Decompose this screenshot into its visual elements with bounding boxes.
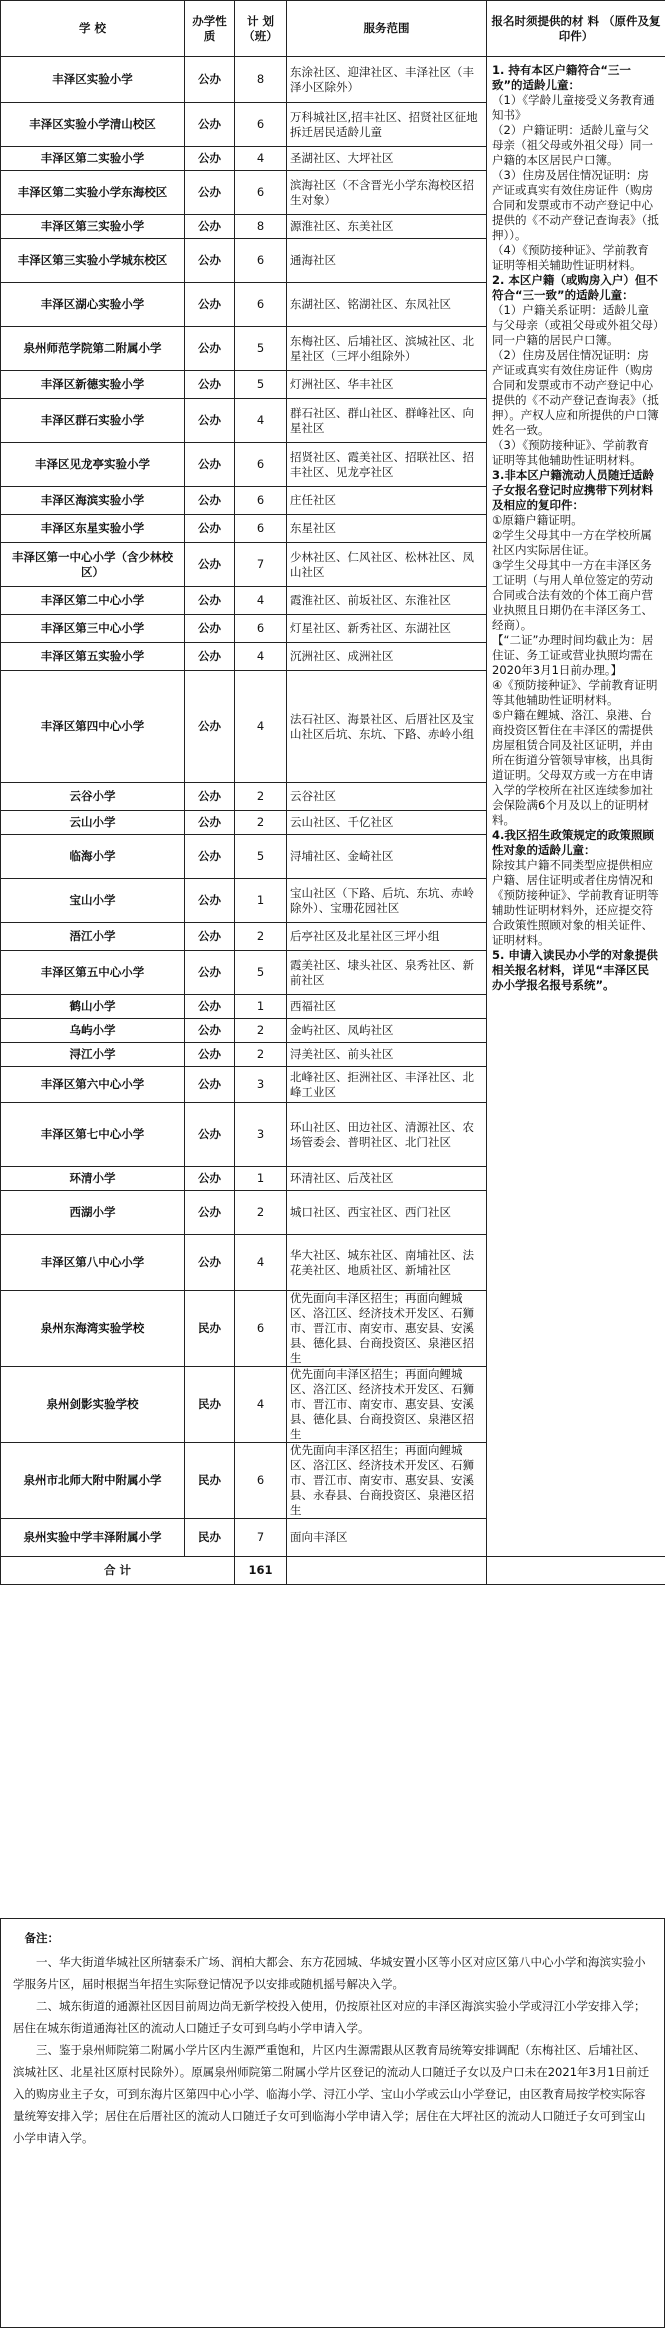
school-nature: 公办 xyxy=(185,783,235,811)
class-plan: 8 xyxy=(235,57,287,103)
table-row xyxy=(1,57,665,103)
service-area: 霞美社区、埭头社区、泉秀社区、新前社区 xyxy=(287,951,487,995)
school-nature: 公办 xyxy=(185,923,235,951)
school-name: 丰泽区群石实验小学 xyxy=(1,399,185,443)
service-area: 面向丰泽区 xyxy=(287,1519,487,1557)
note-paragraph: 三、鉴于泉州师院第二附属小学片区内生源严重饱和，片区内生源需跟从区教育局统筹安排调配（东梅社区、后埔社区、滨城社区、北星社区原村民除外）。原属泉州师院第二附属小学片区登记的流动人口随迁子女以及户口未在2021年3月1日前迁入的购房业主子女，可到东海片区第四中心小学、临海小学、浔江小学、宝山小学或云山小学登记，由区教育局按学校实际容量统筹安排入学；居住在后厝社区的流动人口随迁子女可到临海小学申请入学；居住在大坪社区的流动人口随迁子女可到宝山小学申请入学。 xyxy=(13,2043,650,2145)
service-area: 城口社区、西宝社区、西门社区 xyxy=(287,1191,487,1235)
school-nature: 公办 xyxy=(185,1067,235,1103)
school-name: 丰泽区第七中心小学 xyxy=(1,1103,185,1167)
school-nature: 民办 xyxy=(185,1367,235,1443)
school-name: 泉州东海湾实验学校 xyxy=(1,1291,185,1367)
service-area: 云谷社区 xyxy=(287,783,487,811)
class-plan: 4 xyxy=(235,1367,287,1443)
school-nature: 公办 xyxy=(185,811,235,835)
requirement-item: （2）户籍证明：适龄儿童与父母亲（祖父母或外祖父母）同一户籍的本区居民户口簿。 xyxy=(492,123,653,167)
class-plan: 2 xyxy=(235,1019,287,1043)
school-nature: 民办 xyxy=(185,1443,235,1519)
school-nature: 公办 xyxy=(185,1235,235,1291)
class-plan: 7 xyxy=(235,543,287,587)
requirement-item: 除按其户籍不同类型应提供相应户籍、居住证明或者住房情况和《预防接种证》、学前教育证明等辅助性证明材料外，还应提交符合政策性照顾对象的相关证件、证明材料。 xyxy=(492,858,659,947)
service-area: 万科城社区,招丰社区、招贤社区征地拆迁居民适龄儿童 xyxy=(287,103,487,147)
service-area: 优先面向丰泽区招生；再面向鲤城区、洛江区、经济技术开发区、石狮市、晋江市、南安市、惠安县、安溪县、永春县、台商投资区、泉港区招生 xyxy=(287,1443,487,1519)
school-nature: 公办 xyxy=(185,103,235,147)
class-plan: 4 xyxy=(235,587,287,615)
school-nature: 公办 xyxy=(185,443,235,487)
note-paragraph: 二、城东街道的通源社区因目前周边尚无新学校投入使用，仍按原社区对应的丰泽区海滨实验小学或浔江小学安排入学；居住在城东街道通海社区的流动人口随迁子女可到乌屿小学申请入学。 xyxy=(13,1999,646,2035)
class-plan: 4 xyxy=(235,147,287,171)
school-name: 丰泽区第四中心小学 xyxy=(1,671,185,783)
service-area: 群石社区、群山社区、群峰社区、向星社区 xyxy=(287,399,487,443)
service-area: 浔美社区、前头社区 xyxy=(287,1043,487,1067)
class-plan: 7 xyxy=(235,1519,287,1557)
school-nature: 民办 xyxy=(185,1291,235,1367)
service-area: 东梅社区、后埔社区、滨城社区、北星社区（三坪小组除外） xyxy=(287,327,487,371)
total-value: 161 xyxy=(235,1557,287,1585)
class-plan: 6 xyxy=(235,615,287,643)
class-plan: 8 xyxy=(235,215,287,239)
class-plan: 2 xyxy=(235,923,287,951)
requirement-item: 3.非本区户籍流动人员随迁适龄子女报名登记时应携带下列材料及相应的复印件： xyxy=(492,468,654,512)
requirement-item: （3）《预防接种证》、学前教育证明等其他辅助性证明材料。 xyxy=(492,438,649,467)
service-area: 庄任社区 xyxy=(287,487,487,515)
school-nature: 公办 xyxy=(185,515,235,543)
service-area: 浔埔社区、金崎社区 xyxy=(287,835,487,879)
school-name: 丰泽区海滨实验小学 xyxy=(1,487,185,515)
requirement-item: ③学生父母其中一方在丰泽区务工证明（与用人单位签定的劳动合同或合法有效的个体工商户营业执照且日期仍在丰泽区务工、经商）。 xyxy=(492,558,653,632)
school-nature: 公办 xyxy=(185,615,235,643)
school-name: 丰泽区第八中心小学 xyxy=(1,1235,185,1291)
header-plan: 计 划（班） xyxy=(235,1,287,57)
class-plan: 4 xyxy=(235,671,287,783)
school-name: 丰泽区实验小学 xyxy=(1,57,185,103)
service-area: 北峰社区、拒洲社区、丰泽社区、北峰工业区 xyxy=(287,1067,487,1103)
requirement-item: （1）《学龄儿童接受义务教育通知书》 xyxy=(492,93,655,122)
school-name: 丰泽区实验小学清山校区 xyxy=(1,103,185,147)
requirement-item: 4.我区招生政策规定的政策照顾性对象的适龄儿童： xyxy=(492,828,654,857)
school-name: 丰泽区湖心实验小学 xyxy=(1,283,185,327)
service-area: 东涂社区、迎津社区、丰泽社区（丰泽小区除外） xyxy=(287,57,487,103)
school-name: 临海小学 xyxy=(1,835,185,879)
class-plan: 1 xyxy=(235,1167,287,1191)
school-nature: 公办 xyxy=(185,487,235,515)
service-area: 华大社区、城东社区、南埔社区、法花美社区、地质社区、新埔社区 xyxy=(287,1235,487,1291)
total-label: 合 计 xyxy=(1,1557,235,1585)
service-area: 宝山社区（下路、后坑、东坑、赤岭除外）、宝珊花园社区 xyxy=(287,879,487,923)
school-name: 丰泽区第六中心小学 xyxy=(1,1067,185,1103)
school-nature: 公办 xyxy=(185,995,235,1019)
service-area: 东湖社区、铭湖社区、东凤社区 xyxy=(287,283,487,327)
service-area: 环清社区、后茂社区 xyxy=(287,1167,487,1191)
school-nature: 公办 xyxy=(185,239,235,283)
requirement-item: ④《预防接种证》、学前教育证明等其他辅助性证明材料。 xyxy=(492,678,658,707)
notes-title: 备注： xyxy=(24,1931,59,1945)
service-area: 霞淮社区、前坂社区、东淮社区 xyxy=(287,587,487,615)
service-area: 圣湖社区、大坪社区 xyxy=(287,147,487,171)
school-nature: 公办 xyxy=(185,327,235,371)
service-area: 法石社区、海景社区、后厝社区及宝山社区后坑、东坑、下路、赤岭小组 xyxy=(287,671,487,783)
school-nature: 公办 xyxy=(185,371,235,399)
school-name: 泉州剑影实验学校 xyxy=(1,1367,185,1443)
requirements-cell xyxy=(487,57,665,1557)
service-area: 招贤社区、霞美社区、招联社区、招丰社区、见龙亭社区 xyxy=(287,443,487,487)
school-name: 丰泽区东星实验小学 xyxy=(1,515,185,543)
school-name: 泉州师范学院第二附属小学 xyxy=(1,327,185,371)
service-area: 滨海社区（不含晋光小学东海校区招生对象） xyxy=(287,171,487,215)
service-area: 西福社区 xyxy=(287,995,487,1019)
school-nature: 公办 xyxy=(185,879,235,923)
class-plan: 3 xyxy=(235,1103,287,1167)
school-nature: 公办 xyxy=(185,543,235,587)
requirement-item: 【“二证”办理时间均截止为：居住证、务工证或营业执照均需在2020年3月1日前办理。】 xyxy=(492,633,654,677)
school-name: 浯江小学 xyxy=(1,923,185,951)
requirement-item: 1. 持有本区户籍符合“三一致”的适龄儿童： xyxy=(492,63,631,92)
header-requirements: 报名时须提供的材 料 （原件及复印件） xyxy=(487,1,665,57)
class-plan: 2 xyxy=(235,1191,287,1235)
service-area: 后亭社区及北星社区三坪小组 xyxy=(287,923,487,951)
school-name: 丰泽区第三实验小学城东校区 xyxy=(1,239,185,283)
school-name: 丰泽区第二中心小学 xyxy=(1,587,185,615)
school-name: 丰泽区第三实验小学 xyxy=(1,215,185,239)
class-plan: 4 xyxy=(235,399,287,443)
service-area: 灯星社区、新秀社区、东湖社区 xyxy=(287,615,487,643)
school-nature: 公办 xyxy=(185,147,235,171)
class-plan: 5 xyxy=(235,835,287,879)
requirement-item: （2）住房及居住情况证明：房产证或真实有效住房证件（购房合同和发票或市不动产登记中心提供的《不动产登记查询表》（抵押）。产权人应和所提供的户口簿姓名一致。 xyxy=(492,348,659,437)
class-plan: 2 xyxy=(235,811,287,835)
service-area: 少林社区、仁风社区、松林社区、凤山社区 xyxy=(287,543,487,587)
total-row xyxy=(1,1557,665,1585)
school-name: 丰泽区第三中心小学 xyxy=(1,615,185,643)
class-plan: 6 xyxy=(235,283,287,327)
school-nature: 公办 xyxy=(185,1103,235,1167)
requirement-item: 5. 申请入读民办小学的对象提供相关报名材料，详见“丰泽区民办小学报名报号系统”。 xyxy=(492,948,658,992)
school-nature: 公办 xyxy=(185,171,235,215)
school-nature: 公办 xyxy=(185,399,235,443)
school-name: 泉州市北师大附中附属小学 xyxy=(1,1443,185,1519)
class-plan: 6 xyxy=(235,443,287,487)
class-plan: 6 xyxy=(235,171,287,215)
class-plan: 6 xyxy=(235,103,287,147)
school-name: 丰泽区见龙亭实验小学 xyxy=(1,443,185,487)
service-area: 通海社区 xyxy=(287,239,487,283)
school-nature: 公办 xyxy=(185,57,235,103)
school-nature: 公办 xyxy=(185,835,235,879)
class-plan: 6 xyxy=(235,239,287,283)
class-plan: 6 xyxy=(235,515,287,543)
school-name: 浔江小学 xyxy=(1,1043,185,1067)
school-nature: 公办 xyxy=(185,1019,235,1043)
service-area: 优先面向丰泽区招生；再面向鲤城区、洛江区、经济技术开发区、石狮市、晋江市、南安市、惠安县、安溪县、德化县、台商投资区、泉港区招生 xyxy=(287,1367,487,1443)
class-plan: 5 xyxy=(235,327,287,371)
school-nature: 公办 xyxy=(185,283,235,327)
school-name: 丰泽区第五中心小学 xyxy=(1,951,185,995)
school-name: 环清小学 xyxy=(1,1167,185,1191)
requirement-item: ①原籍户籍证明。 xyxy=(492,513,583,527)
school-name: 乌屿小学 xyxy=(1,1019,185,1043)
school-name: 丰泽区第二实验小学东海校区 xyxy=(1,171,185,215)
service-area: 优先面向丰泽区招生；再面向鲤城区、洛江区、经济技术开发区、石狮市、晋江市、南安市、惠安县、安溪县、德化县、台商投资区、泉港区招生 xyxy=(287,1291,487,1367)
school-name: 丰泽区第二实验小学 xyxy=(1,147,185,171)
school-name: 西湖小学 xyxy=(1,1191,185,1235)
school-nature: 公办 xyxy=(185,587,235,615)
class-plan: 1 xyxy=(235,995,287,1019)
header-school: 学 校 xyxy=(1,1,185,57)
school-name: 云谷小学 xyxy=(1,783,185,811)
school-nature: 公办 xyxy=(185,1043,235,1067)
header-nature: 办学性质 xyxy=(185,1,235,57)
class-plan: 2 xyxy=(235,783,287,811)
school-nature: 公办 xyxy=(185,643,235,671)
class-plan: 1 xyxy=(235,879,287,923)
class-plan: 6 xyxy=(235,1291,287,1367)
class-plan: 4 xyxy=(235,1235,287,1291)
service-area: 金屿社区、凤屿社区 xyxy=(287,1019,487,1043)
requirement-item: （3）住房及居住情况证明：房产证或真实有效住房证件（购房合同和发票或市不动产登记中心提供的《不动产登记查询表》（抵押））。 xyxy=(492,168,659,242)
class-plan: 3 xyxy=(235,1067,287,1103)
school-name: 鹤山小学 xyxy=(1,995,185,1019)
service-area: 环山社区、田边社区、清源社区、农场管委会、普明社区、北门社区 xyxy=(287,1103,487,1167)
requirement-item: ⑤户籍在鲤城、洛江、泉港、台商投资区暂住在丰泽区的需提供房屋租赁合同及社区证明，并由所在街道分管领导审核，出具街道证明。父母双方或一方在申请入学的学校所在社区连续参加社会保险满6个月及以上的证明材料。 xyxy=(492,708,653,827)
requirement-item: （1）户籍关系证明：适龄儿童与父母亲（或祖父母或外祖父母）同一户籍的居民户口簿。 xyxy=(492,303,659,347)
school-nature: 民办 xyxy=(185,1519,235,1557)
service-area: 灯洲社区、华丰社区 xyxy=(287,371,487,399)
school-name: 丰泽区新德实验小学 xyxy=(1,371,185,399)
note-paragraph: 一、华大街道华城社区所辖泰禾广场、润柏大都会、东方花园城、华城安置小区等小区对应区第八中心小学和海滨实验小学服务片区，届时根据当年招生实际登记情况予以安排或随机摇号解决入学。 xyxy=(13,1955,646,1991)
class-plan: 5 xyxy=(235,951,287,995)
class-plan: 2 xyxy=(235,1043,287,1067)
service-area: 源淮社区、东美社区 xyxy=(287,215,487,239)
school-name: 丰泽区第一中心小学（含少林校区） xyxy=(1,543,185,587)
total-empty-cell xyxy=(287,1557,487,1585)
school-name: 丰泽区第五实验小学 xyxy=(1,643,185,671)
requirement-item: （4）《预防接种证》、学前教育证明等相关辅助性证明材料。 xyxy=(492,243,649,272)
school-nature: 公办 xyxy=(185,951,235,995)
header-row xyxy=(1,1,665,57)
requirement-item: 2. 本区户籍（或购房入户）但不符合“三一致”的适龄儿童： xyxy=(492,273,658,302)
class-plan: 6 xyxy=(235,487,287,515)
service-area: 东星社区 xyxy=(287,515,487,543)
class-plan: 4 xyxy=(235,643,287,671)
class-plan: 5 xyxy=(235,371,287,399)
notes-section xyxy=(0,1918,665,2328)
school-nature: 公办 xyxy=(185,215,235,239)
service-area: 沉洲社区、成洲社区 xyxy=(287,643,487,671)
service-area: 云山社区、千亿社区 xyxy=(287,811,487,835)
class-plan: 6 xyxy=(235,1443,287,1519)
requirement-item: ②学生父母其中一方在学校所属社区内实际居住证。 xyxy=(492,528,652,557)
school-nature: 公办 xyxy=(185,1167,235,1191)
school-name: 云山小学 xyxy=(1,811,185,835)
header-area: 服务范围 xyxy=(287,1,487,57)
school-nature: 公办 xyxy=(185,1191,235,1235)
total-empty-cell xyxy=(487,1557,665,1585)
school-name: 宝山小学 xyxy=(1,879,185,923)
school-nature: 公办 xyxy=(185,671,235,783)
school-name: 泉州实验中学丰泽附属小学 xyxy=(1,1519,185,1557)
